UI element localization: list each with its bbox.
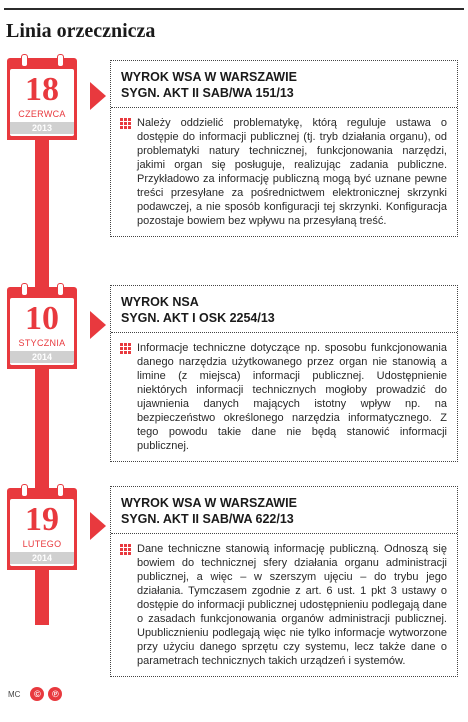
calendar-year: 2013 — [10, 122, 74, 134]
calendar-month: LUTEGO — [22, 539, 62, 549]
ruling-card — [110, 486, 458, 677]
ruling-body — [111, 332, 457, 461]
ruling-case-number: SYGN. AKT II SAB/WA 151/13 — [121, 86, 294, 100]
footer-credits — [8, 687, 62, 701]
pointer-arrow-icon — [90, 82, 106, 110]
ruling-body — [111, 107, 457, 236]
ruling-text: Informacje techniczne dotyczące np. sposobu funkcjonowania danego narzędzia użytkowanego przez organ nie stanowią a limine (z miejsca) informacji publicznej. Udostępnienie niektórych informacji technicznych mogłoby prowadzić do ujawnienia danych mających istotny wpływ np. na bezpieczeństwo określonego narzędzia informatycznego. Z tego powodu takie dane nie będą stanowić informacji publicznej. — [137, 342, 447, 452]
ruling-card — [110, 285, 458, 462]
p-logo-icon: ℗ — [48, 687, 62, 701]
ruling-card — [110, 60, 458, 237]
calendar-day: 18 — [25, 71, 59, 108]
author-credit: MC — [8, 689, 21, 699]
pointer-arrow-icon — [90, 311, 106, 339]
calendar-month: STYCZNIA — [18, 338, 66, 348]
ruling-title: WYROK WSA W WARSZAWIE — [121, 70, 297, 84]
ruling-title: WYROK NSA — [121, 295, 199, 309]
calendar-month: CZERWCA — [18, 109, 66, 119]
ruling-case-number: SYGN. AKT I OSK 2254/13 — [121, 311, 275, 325]
calendar-year: 2014 — [10, 552, 74, 564]
grid-bullet-icon — [120, 343, 131, 354]
calendar-icon — [7, 287, 77, 369]
ruling-heading — [111, 286, 457, 332]
top-rule — [4, 8, 464, 10]
calendar-day: 19 — [25, 501, 59, 538]
pointer-arrow-icon — [90, 512, 106, 540]
calendar-icon — [7, 488, 77, 570]
calendar-year: 2014 — [10, 351, 74, 363]
ruling-heading — [111, 487, 457, 533]
ruling-heading — [111, 61, 457, 107]
grid-bullet-icon — [120, 544, 131, 555]
ruling-text: Dane techniczne stanowią informację publiczną. Odnoszą się bowiem do technicznej sfery działania organu administracji publicznej, a więc – w szerszym ujęciu – do trybu jego działania. Tymczasem zgodnie z art. 6 ust. 1 pkt 3 ustawy o dostępie do informacji publicznej udostępnieniu podlegają dane o zasadach funkcjonowania organów administracji publicznej. Upublicznieniu podlegają więc nie tylko informacje wytworzone przy użyciu danego sprzętu czy systemu, lecz także dane o parametrach technicznych takich urządzeń i systemów. — [137, 543, 447, 667]
ruling-case-number: SYGN. AKT II SAB/WA 622/13 — [121, 512, 294, 526]
ruling-title: WYROK WSA W WARSZAWIE — [121, 496, 297, 510]
grid-bullet-icon — [120, 118, 131, 129]
page-title: Linia orzecznicza — [6, 20, 156, 42]
calendar-icon — [7, 58, 77, 140]
ruling-body — [111, 533, 457, 676]
ruling-text: Należy oddzielić problematykę, którą reguluje ustawa o dostępie do informacji publicznej (tj. tryb działania organu), od problematyki natury technicznej, funkcjonowania narzędzi, jakimi organ się posługuje, realizując zadania publiczne. Przykładowo za informację publiczną mogą być uznane pewne treści przesyłane za pośrednictwem elektronicznej skrzynki podawczej, a nie sposób konfiguracji tej skrzynki. Konfiguracja pozostaje bowiem bez wpływu na przesyłaną treść. — [137, 117, 447, 227]
calendar-day: 10 — [25, 300, 59, 337]
c-logo-icon: © — [30, 687, 44, 701]
